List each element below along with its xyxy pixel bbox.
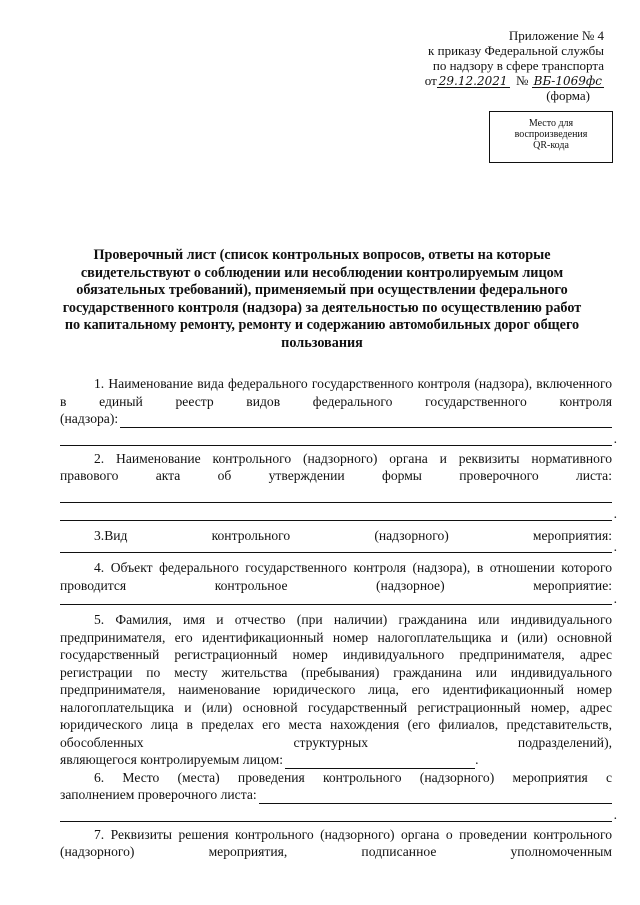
item-1-field-line-2[interactable]: . (60, 428, 612, 446)
handwritten-order-number: ВБ-1069фс (533, 74, 602, 88)
item-4-text: 4. Объект федерального государственного контроля (надзора), в отношении которого проводится контрольное (надзорное) мероприятие: (60, 560, 612, 593)
item-6-field-row: заполнением проверочного листа: (60, 786, 612, 804)
item-5-field-row: являющегося контролируемым лицом: . (60, 752, 479, 767)
item-7-text: 7. Реквизиты решения контрольного (надзорного) органа о проведении контрольного (надзорного) мероприятия, подписанное уполномоченным (60, 826, 612, 859)
item-3-text: 3.Вид контрольного (надзорного) мероприятия: (94, 527, 612, 543)
item-1-text: 1. Наименование вида федерального государственного контроля (надзора), включенного в единый реестр видов федерального государственного контроля (60, 376, 612, 409)
item-4-field-line[interactable]: . (60, 594, 612, 605)
appendix-agency: по надзору в сфере транспорта (432, 58, 604, 73)
qr-code-placeholder: Место для воспроизведения QR-кода (489, 111, 613, 163)
appendix-number: Приложение № 4 (508, 28, 604, 43)
form-label: (форма) (546, 88, 590, 103)
page-title: Проверочный лист (список контрольных вопросов, ответы на которые свидетельствуют о соблюдении или несоблюдении контролируемым лицом обязательных требований), применяемый при осуществлении федерального государственного контроля (надзора) за деятельностью по осуществлению работ по капитальному ремонту, ремонту и содержанию автомобильных дорог общего пользования (62, 247, 582, 351)
document-body (60, 375, 617, 861)
item-2-field-line-2[interactable]: . (60, 503, 612, 521)
appendix-date-number: от 29.12.2021 № ВБ-1069фс (424, 73, 602, 88)
appendix-order-ref: к приказу Федеральной службы (428, 43, 604, 58)
item-1-field-line[interactable] (120, 413, 612, 428)
handwritten-date: 29.12.2021 (438, 74, 508, 88)
appendix-header (404, 28, 604, 103)
item-1-field-row: (надзора): (60, 410, 612, 428)
item-6-field-line-2[interactable]: . (60, 804, 612, 822)
item-6-text: 6. Место (места) проведения контрольного (надзорного) мероприятия с (94, 769, 612, 785)
item-2-text: 2. Наименование контрольного (надзорного) органа и реквизиты нормативного правового акта об утверждении формы проверочного листа: (60, 450, 612, 483)
item-3-field-line[interactable]: . (60, 544, 612, 553)
item-5-field-line[interactable] (285, 754, 475, 769)
item-2-field-line[interactable] (60, 485, 612, 503)
item-5-text: 5. Фамилия, имя и отчество (при наличии) гражданина или индивидуального предпринимателя, его идентификационный номер налогоплательщика и (или) основной государственный регистрационный номер индивидуального предпринимателя, адрес регистрации по месту жительства (пребывания) гражданина или индивидуального предпринимателя, наименование юридического лица, его идентификационный номер налогоплательщика и (или) основной государственный регистрационный номер, адрес юридического лица в пределах его места нахождения (его филиалов, представительств, обособленных структурных подразделений), (60, 612, 612, 750)
item-6-field-line[interactable] (259, 789, 612, 804)
